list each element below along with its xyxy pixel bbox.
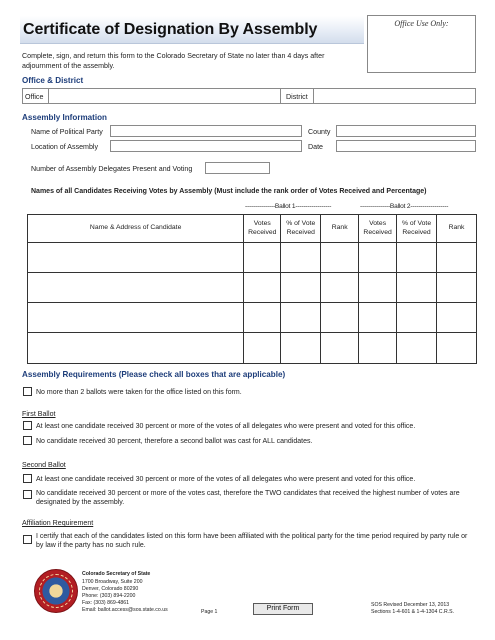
table-row — [28, 303, 477, 333]
county-input[interactable] — [336, 125, 476, 137]
table-cell[interactable] — [397, 303, 437, 333]
table-cell[interactable] — [359, 273, 397, 303]
table-cell[interactable] — [244, 333, 281, 364]
candidates-note: Names of all Candidates Receiving Votes by Assembly (Must include the rank order of Votes Received and Percentage) — [31, 188, 427, 195]
table-cell[interactable] — [437, 243, 477, 273]
table-cell[interactable] — [397, 273, 437, 303]
col-rank-header-1: Rank — [321, 215, 359, 243]
table-cell[interactable] — [437, 333, 477, 364]
affiliation-heading: Affiliation Requirement — [22, 519, 94, 527]
footer-address1: 1700 Broadway, Suite 200 — [82, 579, 143, 585]
table-cell[interactable] — [28, 333, 244, 364]
checkbox-first-1[interactable] — [23, 421, 32, 430]
col-votes-header-1: Votes Received — [244, 215, 281, 243]
instructions-text: Complete, sign, and return this form to the Colorado Secretary of State no later than 4 days after adjournment of the assembly. — [22, 52, 325, 70]
req-second-2-text: No candidate received 30 percent or more of the votes cast, therefore the TWO candidates that received the highest number of votes are designated by the assembly. — [36, 490, 460, 506]
second-ballot-heading: Second Ballot — [22, 461, 66, 469]
table-cell[interactable] — [281, 273, 321, 303]
table-cell[interactable] — [359, 303, 397, 333]
office-use-box — [367, 15, 476, 73]
office-label: Office — [25, 93, 44, 101]
date-input[interactable] — [336, 140, 476, 152]
footer-sections: Sections 1-4-601 & 1-4-1304 C.R.S. — [371, 609, 455, 615]
table-cell[interactable] — [437, 273, 477, 303]
checkbox-second-2[interactable] — [23, 490, 32, 499]
col-name-header: Name & Address of Candidate — [28, 215, 244, 243]
table-header-row — [28, 215, 477, 243]
req-second-1-text: At least one candidate received 30 percent or more of the votes of all delegates who were present and voted for this office. — [36, 476, 416, 483]
colorado-seal-icon — [34, 569, 78, 613]
footer-fax: Fax: (303) 869-4861 — [82, 600, 130, 606]
table-cell[interactable] — [244, 273, 281, 303]
footer-revised: SOS Revised December 13, 2013 — [371, 602, 450, 608]
footer-phone: Phone: (303) 894-2200 — [82, 593, 136, 599]
req-first-2-text: No candidate received 30 percent, therefore a second ballot was cast for ALL candidates. — [36, 438, 313, 445]
table-cell[interactable] — [397, 333, 437, 364]
delegates-input[interactable] — [205, 162, 270, 174]
checkbox-second-1[interactable] — [23, 474, 32, 483]
req-2ballots-text: No more than 2 ballots were taken for the office listed on this form. — [36, 389, 242, 396]
req-affiliation-text: I certify that each of the candidates listed on this form have been affiliated with the political party for the time period required by party rule or by law if the party has no such rule. — [36, 533, 468, 549]
footer-email: Email: ballot.access@sos.state.co.us — [82, 607, 168, 613]
office-district-heading: Office & District — [22, 76, 84, 85]
office-input[interactable] — [48, 89, 281, 103]
checkbox-first-2[interactable] — [23, 436, 32, 445]
district-input[interactable] — [313, 89, 475, 103]
table-cell[interactable] — [321, 303, 359, 333]
location-label: Location of Assembly — [31, 143, 99, 151]
table-cell[interactable] — [359, 243, 397, 273]
table-cell[interactable] — [28, 273, 244, 303]
table-cell[interactable] — [281, 333, 321, 364]
table-row — [28, 273, 477, 303]
print-form-button[interactable]: Print Form — [253, 603, 313, 615]
col-rank-header-2: Rank — [437, 215, 477, 243]
party-input[interactable] — [110, 125, 302, 137]
candidates-table — [27, 214, 477, 364]
table-cell[interactable] — [281, 243, 321, 273]
table-cell[interactable] — [397, 243, 437, 273]
table-cell[interactable] — [28, 303, 244, 333]
footer-address2: Denver, Colorado 80290 — [82, 586, 139, 592]
table-cell[interactable] — [321, 333, 359, 364]
table-cell[interactable] — [321, 273, 359, 303]
district-label: District — [286, 93, 308, 101]
checkbox-2ballots[interactable] — [23, 387, 32, 396]
assembly-info-heading: Assembly Information — [22, 113, 108, 122]
requirements-heading: Assembly Requirements (Please check all boxes that are applicable) — [22, 370, 286, 379]
party-label: Name of Political Party — [31, 128, 103, 136]
table-cell[interactable] — [28, 243, 244, 273]
ballot1-header: ---------------Ballot 1------------------ — [245, 203, 332, 210]
county-label: County — [308, 128, 331, 136]
table-cell[interactable] — [244, 243, 281, 273]
checkbox-affiliation[interactable] — [23, 535, 32, 544]
form-title: Certificate of Designation By Assembly — [23, 21, 318, 38]
page-number: Page 1 — [201, 609, 218, 615]
date-label: Date — [308, 143, 323, 151]
footer-org: Colorado Secretary of State — [82, 571, 151, 577]
ballot2-header: ---------------Ballot 2------------------- — [360, 203, 449, 210]
delegates-label: Number of Assembly Delegates Present and Voting — [31, 165, 193, 173]
table-cell[interactable] — [437, 303, 477, 333]
table-row — [28, 333, 477, 364]
req-first-1-text: At least one candidate received 30 percent or more of the votes of all delegates who were present and voted for this office. — [36, 423, 416, 430]
col-pct-header-2: % of Vote Received — [397, 215, 437, 243]
office-use-label: Office Use Only: — [394, 19, 449, 28]
table-cell[interactable] — [359, 333, 397, 364]
col-pct-header-1: % of Vote Received — [281, 215, 321, 243]
first-ballot-heading: First Ballot — [22, 410, 56, 418]
location-input[interactable] — [110, 140, 302, 152]
table-cell[interactable] — [321, 243, 359, 273]
table-cell[interactable] — [244, 303, 281, 333]
table-cell[interactable] — [281, 303, 321, 333]
col-votes-header-2: Votes Received — [359, 215, 397, 243]
table-row — [28, 243, 477, 273]
